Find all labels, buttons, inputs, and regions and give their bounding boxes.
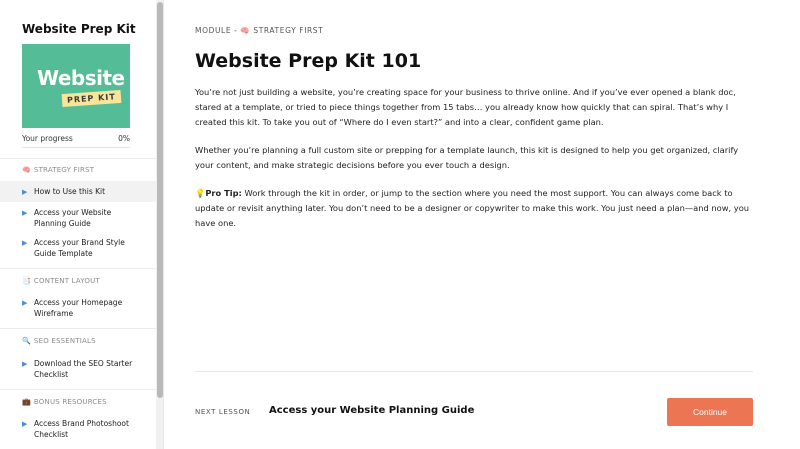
pro-tip-paragraph [195,186,755,231]
play-icon: ▶ [22,239,28,247]
divider [0,158,156,159]
lesson-label: Download the SEO Starter Checklist [34,359,133,379]
next-lesson-label: NEXT LESSON [195,408,251,416]
progress-bar [22,147,130,148]
magnifier-icon: 🔍 [22,337,31,345]
scrollbar-thumb[interactable] [157,2,163,398]
lesson-website-planning-guide[interactable] [0,207,156,229]
thumbnail-tag: PREP KIT [62,90,122,107]
document-icon: 📑 [22,277,31,285]
progress-row [22,134,130,143]
lesson-brand-photoshoot-checklist[interactable] [0,418,156,440]
section-header-seo-essentials [22,337,96,345]
progress-value: 0% [118,134,130,143]
lesson-label: Access your Homepage Wireframe [34,298,123,318]
play-icon: ▶ [22,299,28,307]
play-icon: ▶ [22,209,28,217]
progress-label: Your progress [22,134,73,143]
divider [0,268,156,269]
pro-tip-text: Work through the kit in order, or jump to the section where you need the most support. You can always come back to update or revisit anything later. You don’t need to be a designer or copywriter to make this work. You just need a plan—and now, you have one. [195,188,750,228]
lesson-homepage-wireframe[interactable] [0,297,156,319]
module-label: MODULE - 🧠 STRATEGY FIRST [195,26,324,35]
lesson-label: How to Use this Kit [34,187,106,196]
divider [0,328,156,329]
sidebar [0,0,164,449]
lightbulb-icon: 💡 [195,188,206,198]
briefcase-icon: 💼 [22,398,31,406]
divider [0,389,156,390]
section-label: CONTENT LAYOUT [33,277,100,285]
course-thumbnail [22,44,130,128]
page-title: Website Prep Kit 101 [195,50,422,72]
pro-tip-label: Pro Tip: [205,188,242,198]
lesson-label: Access Brand Photoshoot Checklist [34,419,129,439]
lesson-seo-starter-checklist[interactable] [0,358,156,380]
next-lesson-title[interactable]: Access your Website Planning Guide [269,405,475,416]
body-paragraph: Whether you’re planning a full custom site or prepping for a template launch, this kit is designed to help you get organized, clarify your content, and make strategic decisions before you ever touch a design. [195,145,739,170]
section-label: BONUS RESOURCES [33,398,107,406]
play-icon: ▶ [22,360,28,368]
section-header-strategy-first [22,166,94,174]
section-header-content-layout [22,277,100,285]
sidebar-scrollbar[interactable] [156,0,164,449]
lesson-brand-style-guide[interactable] [0,237,156,259]
continue-button[interactable]: Continue [667,398,753,426]
course-title[interactable]: Website Prep Kit [22,22,136,36]
section-label: SEO ESSENTIALS [33,337,96,345]
lesson-label: Access your Website Planning Guide [34,208,112,228]
lesson-label: Access your Brand Style Guide Template [34,238,125,258]
play-icon: ▶ [22,188,28,196]
play-icon: ▶ [22,420,28,428]
section-header-bonus-resources [22,398,107,406]
footer-divider [195,371,753,372]
brain-icon: 🧠 [22,166,31,174]
thumbnail-word: Website [37,66,125,90]
intro-paragraph: You’re not just building a website, you’re creating space for your business to thrive online. And if you’ve ever opened a blank doc, stared at a template, or tried to piece things together from 15 tabs… you already know how quickly that can spiral. That’s why I created this kit. To take you out of “Where do I even start?” and into a clear, confident game plan. [195,87,736,127]
lesson-how-to-use-this-kit[interactable] [0,181,156,202]
section-label: STRATEGY FIRST [33,166,95,174]
